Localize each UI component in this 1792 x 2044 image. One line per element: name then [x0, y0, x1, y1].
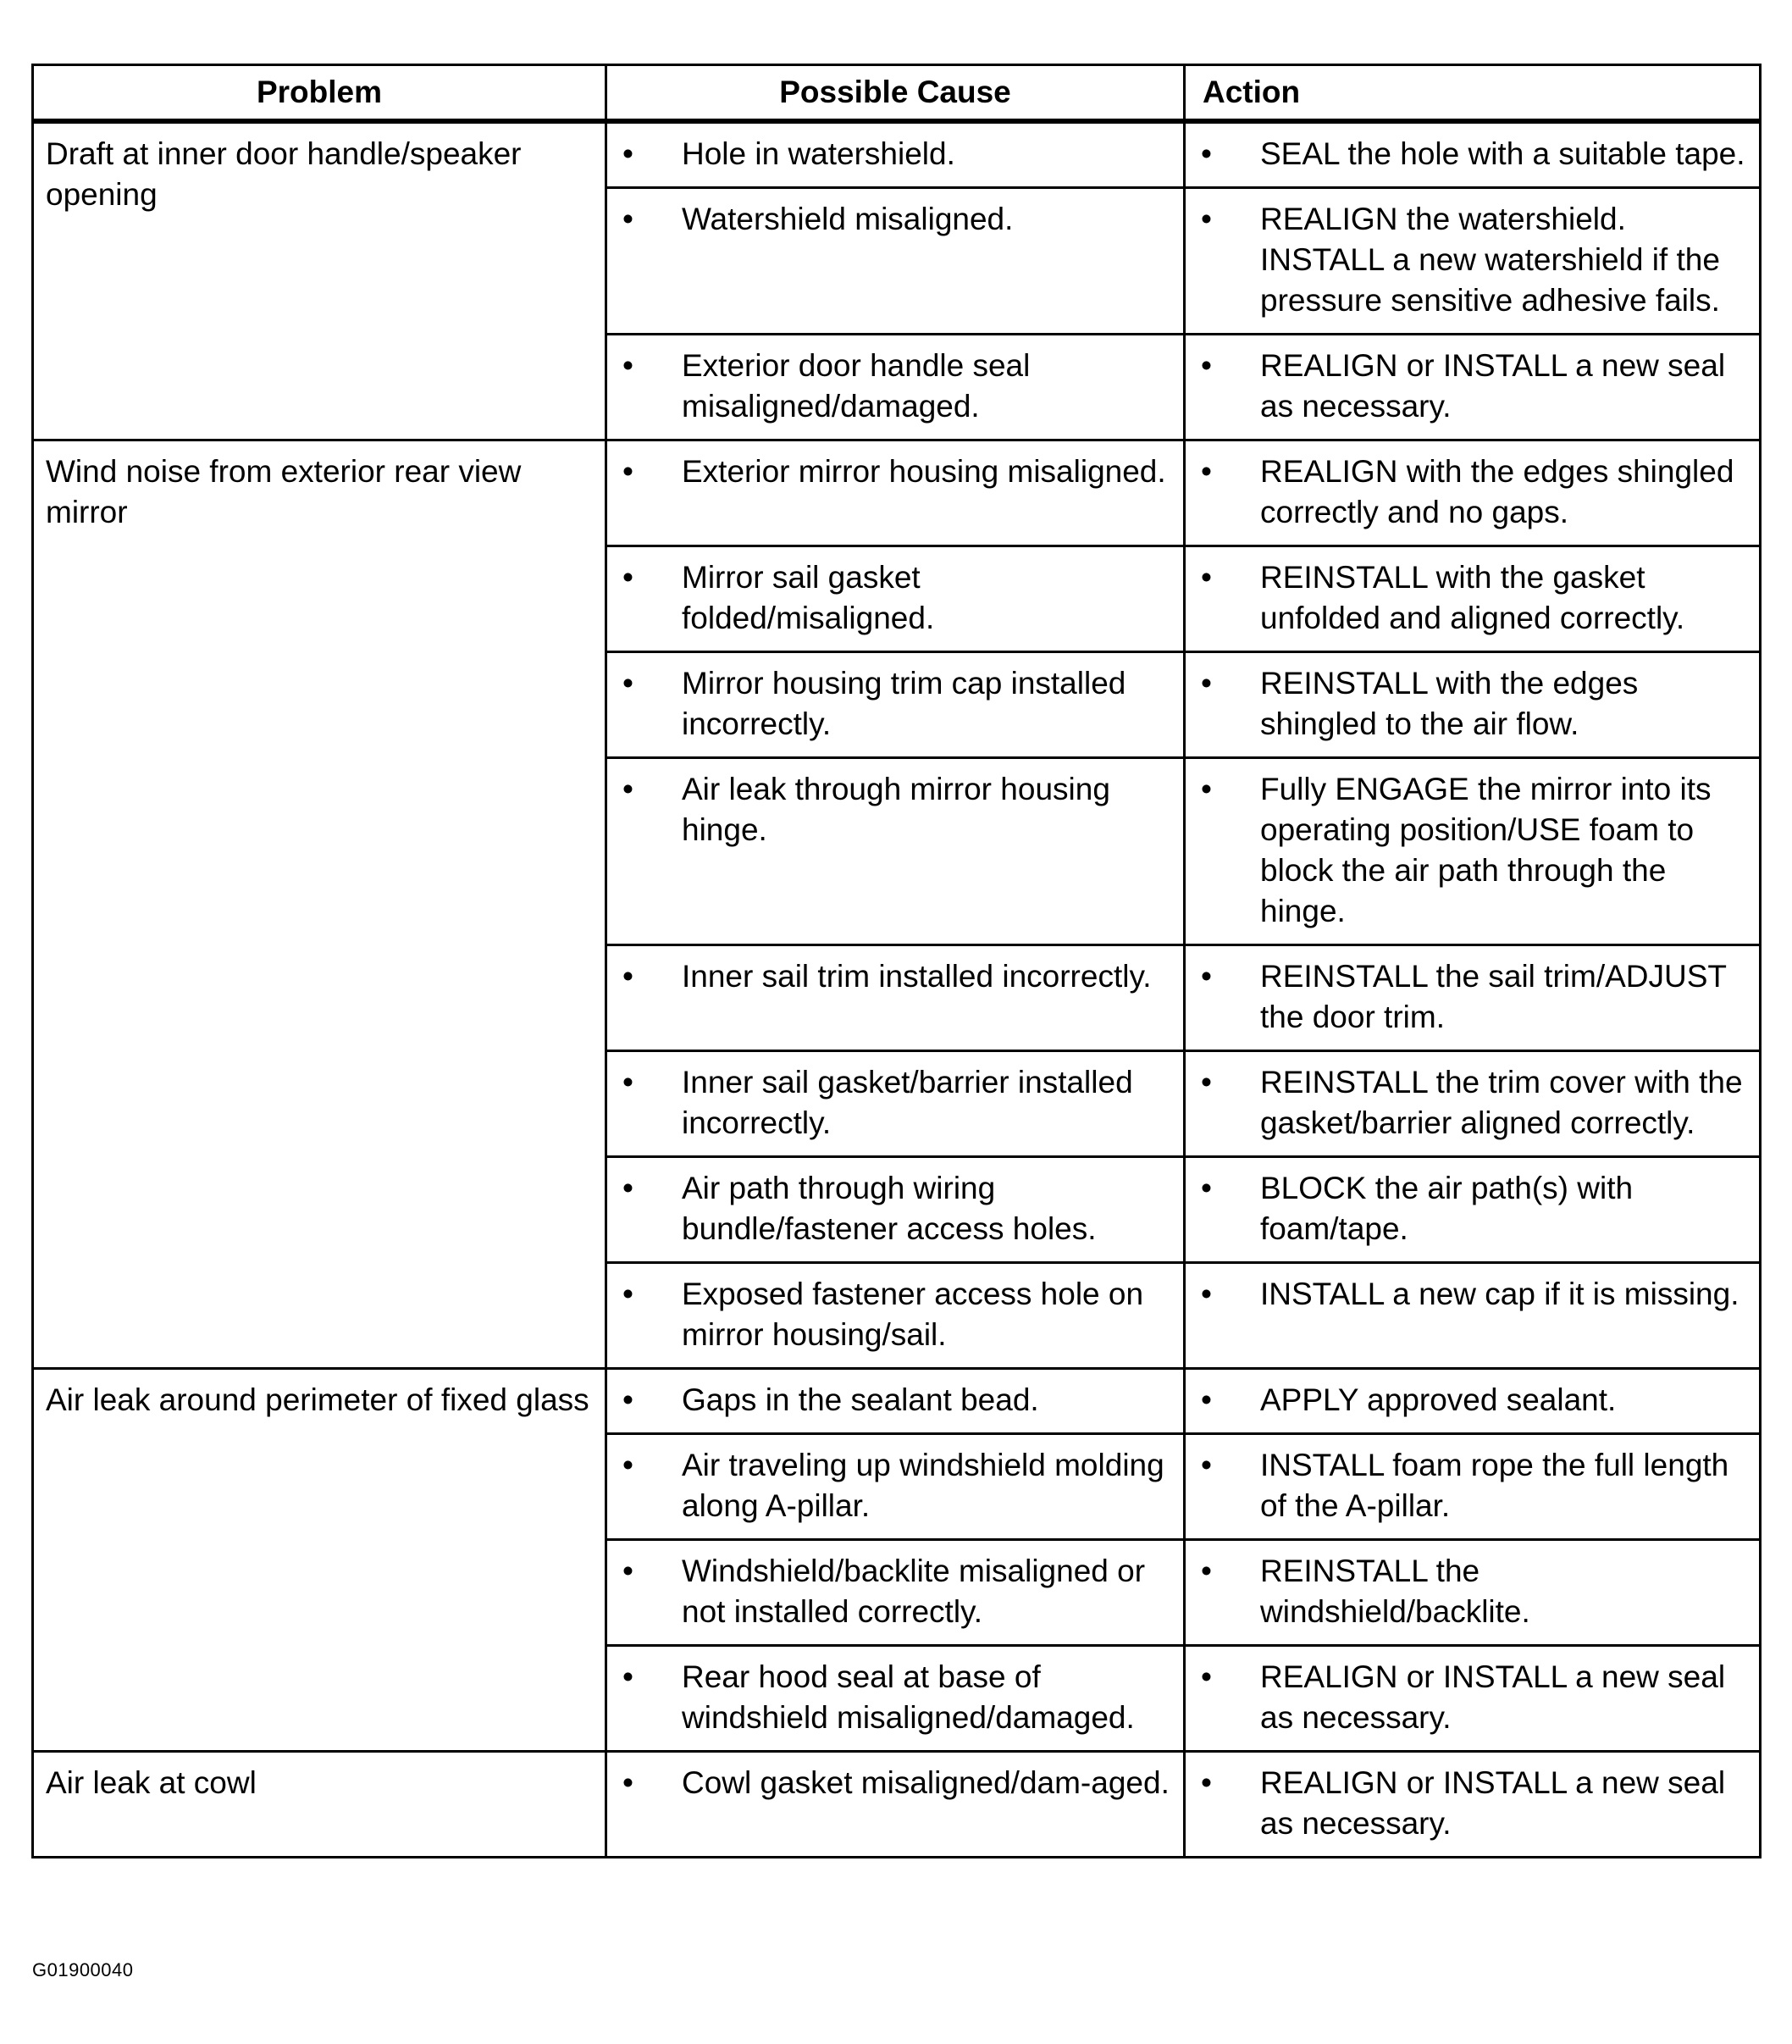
- possible-cause-cell: [606, 546, 1185, 652]
- action-item: [1186, 189, 1759, 333]
- action-text: REINSTALL with the edges shingled to the air flow.: [1260, 666, 1639, 741]
- cause-item: [607, 335, 1183, 439]
- cause-text: Exposed fastener access hole on mirror housing/sail.: [682, 1277, 1144, 1352]
- action-text: REALIGN or INSTALL a new seal as necessary.: [1260, 1659, 1726, 1735]
- cause-text: Air path through wiring bundle/fastener access holes.: [682, 1171, 1097, 1246]
- bullet-icon: •: [622, 1554, 633, 1588]
- cause-item: [607, 189, 1183, 252]
- action-item: [1186, 335, 1759, 439]
- possible-cause-cell: [606, 758, 1185, 945]
- table-row: [33, 440, 1761, 546]
- action-item: [1186, 1370, 1759, 1432]
- bullet-icon: •: [1201, 348, 1212, 383]
- action-cell: [1185, 652, 1761, 758]
- bullet-icon: •: [622, 1659, 633, 1694]
- bullet-icon: •: [622, 136, 633, 171]
- problem-cell: Wind noise from exterior rear view mirror: [33, 440, 606, 1369]
- action-text: INSTALL foam rope the full length of the A-pillar.: [1260, 1448, 1729, 1523]
- bullet-icon: •: [1201, 1065, 1212, 1100]
- action-item: [1186, 653, 1759, 756]
- cause-text: Air leak through mirror housing hinge.: [682, 772, 1110, 847]
- action-item: [1186, 1052, 1759, 1155]
- diagnosis-table: [31, 64, 1762, 1858]
- figure-id: G01900040: [32, 1959, 134, 1980]
- action-item: [1186, 441, 1759, 545]
- possible-cause-cell: [606, 1540, 1185, 1646]
- bullet-icon: •: [1201, 1171, 1212, 1205]
- bullet-icon: •: [1201, 1554, 1212, 1588]
- cause-item: [607, 1052, 1183, 1155]
- action-cell: [1185, 1434, 1761, 1540]
- possible-cause-cell: [606, 1051, 1185, 1157]
- possible-cause-cell: [606, 945, 1185, 1051]
- cause-item: [607, 441, 1183, 504]
- header-action: Action: [1185, 65, 1761, 122]
- table-row: [33, 121, 1761, 188]
- bullet-icon: •: [1201, 772, 1212, 806]
- cause-text: Inner sail trim installed incorrectly.: [682, 959, 1152, 994]
- cause-text: Mirror sail gasket folded/misaligned.: [682, 560, 935, 635]
- problem-cell: Draft at inner door handle/speaker opening: [33, 121, 606, 440]
- action-text: REALIGN the watershield. INSTALL a new watershield if the pressure sensitive adhesive fails.: [1260, 202, 1720, 318]
- bullet-icon: •: [622, 959, 633, 994]
- cause-item: [607, 1753, 1183, 1815]
- bullet-icon: •: [622, 560, 633, 595]
- bullet-icon: •: [622, 1382, 633, 1417]
- cause-item: [607, 1435, 1183, 1538]
- bullet-icon: •: [622, 348, 633, 383]
- bullet-icon: •: [1201, 666, 1212, 701]
- cause-text: Exterior mirror housing misaligned.: [682, 454, 1166, 489]
- bullet-icon: •: [622, 202, 633, 236]
- action-text: REALIGN or INSTALL a new seal as necessary.: [1260, 1765, 1726, 1841]
- action-text: REINSTALL the trim cover with the gasket/barrier aligned correctly.: [1260, 1065, 1743, 1140]
- action-item: [1186, 946, 1759, 1050]
- action-text: SEAL the hole with a suitable tape.: [1260, 136, 1745, 171]
- cause-text: Rear hood seal at base of windshield misaligned/damaged.: [682, 1659, 1135, 1735]
- bullet-icon: •: [1201, 560, 1212, 595]
- bullet-icon: •: [622, 772, 633, 806]
- table-row: [33, 1369, 1761, 1434]
- action-item: [1186, 547, 1759, 651]
- action-text: REINSTALL the sail trim/ADJUST the door trim.: [1260, 959, 1727, 1034]
- header-row: [33, 65, 1761, 122]
- action-cell: [1185, 121, 1761, 188]
- possible-cause-cell: [606, 1263, 1185, 1369]
- possible-cause-cell: [606, 1646, 1185, 1752]
- cause-item: [607, 1264, 1183, 1367]
- action-text: APPLY approved sealant.: [1260, 1382, 1617, 1417]
- action-cell: [1185, 335, 1761, 440]
- action-item: [1186, 1158, 1759, 1261]
- cause-item: [607, 759, 1183, 862]
- cause-text: Cowl gasket misaligned/dam-aged.: [682, 1765, 1170, 1800]
- action-cell: [1185, 1369, 1761, 1434]
- cause-item: [607, 1158, 1183, 1261]
- cause-item: [607, 653, 1183, 756]
- cause-text: Windshield/backlite misaligned or not installed correctly.: [682, 1554, 1146, 1629]
- action-cell: [1185, 546, 1761, 652]
- action-text: REINSTALL with the gasket unfolded and aligned correctly.: [1260, 560, 1685, 635]
- possible-cause-cell: [606, 335, 1185, 440]
- action-cell: [1185, 1157, 1761, 1263]
- action-text: BLOCK the air path(s) with foam/tape.: [1260, 1171, 1634, 1246]
- bullet-icon: •: [622, 666, 633, 701]
- bullet-icon: •: [1201, 1277, 1212, 1311]
- problem-cell: Air leak around perimeter of fixed glass: [33, 1369, 606, 1752]
- bullet-icon: •: [622, 1765, 633, 1800]
- possible-cause-cell: [606, 1752, 1185, 1858]
- action-cell: [1185, 1051, 1761, 1157]
- problem-cell: Air leak at cowl: [33, 1752, 606, 1858]
- bullet-icon: •: [622, 1065, 633, 1100]
- bullet-icon: •: [1201, 136, 1212, 171]
- action-item: [1186, 759, 1759, 944]
- possible-cause-cell: [606, 1369, 1185, 1434]
- action-cell: [1185, 1540, 1761, 1646]
- possible-cause-cell: [606, 121, 1185, 188]
- action-text: REALIGN or INSTALL a new seal as necessary.: [1260, 348, 1726, 424]
- cause-item: [607, 547, 1183, 651]
- cause-item: [607, 1370, 1183, 1432]
- cause-text: Inner sail gasket/barrier installed incorrectly.: [682, 1065, 1133, 1140]
- bullet-icon: •: [1201, 959, 1212, 994]
- action-cell: [1185, 1646, 1761, 1752]
- possible-cause-cell: [606, 1157, 1185, 1263]
- action-item: [1186, 1435, 1759, 1538]
- bullet-icon: •: [622, 1448, 633, 1482]
- action-cell: [1185, 758, 1761, 945]
- bullet-icon: •: [1201, 1659, 1212, 1694]
- action-cell: [1185, 440, 1761, 546]
- action-text: Fully ENGAGE the mirror into its operating position/USE foam to block the air path through the hinge.: [1260, 772, 1712, 928]
- possible-cause-cell: [606, 652, 1185, 758]
- action-item: [1186, 1264, 1759, 1327]
- cause-text: Hole in watershield.: [682, 136, 955, 171]
- action-text: INSTALL a new cap if it is missing.: [1260, 1277, 1739, 1311]
- action-text: REALIGN with the edges shingled correctly and no gaps.: [1260, 454, 1734, 529]
- action-text: REINSTALL the windshield/backlite.: [1260, 1554, 1530, 1629]
- bullet-icon: •: [622, 1277, 633, 1311]
- header-possible-cause: Possible Cause: [606, 65, 1185, 122]
- bullet-icon: •: [622, 454, 633, 489]
- cause-text: Mirror housing trim cap installed incorrectly.: [682, 666, 1126, 741]
- action-cell: [1185, 1263, 1761, 1369]
- bullet-icon: •: [622, 1171, 633, 1205]
- bullet-icon: •: [1201, 1765, 1212, 1800]
- table-row: [33, 1752, 1761, 1858]
- action-item: [1186, 1753, 1759, 1856]
- header-problem: Problem: [33, 65, 606, 122]
- cause-text: Air traveling up windshield molding along A-pillar.: [682, 1448, 1164, 1523]
- cause-item: [607, 1541, 1183, 1644]
- table-body: [33, 121, 1761, 1858]
- cause-item: [607, 946, 1183, 1009]
- possible-cause-cell: [606, 1434, 1185, 1540]
- cause-text: Gaps in the sealant bead.: [682, 1382, 1039, 1417]
- cause-item: [607, 124, 1183, 186]
- bullet-icon: •: [1201, 1382, 1212, 1417]
- bullet-icon: •: [1201, 1448, 1212, 1482]
- cause-text: Watershield misaligned.: [682, 202, 1014, 236]
- action-cell: [1185, 945, 1761, 1051]
- action-cell: [1185, 188, 1761, 335]
- cause-text: Exterior door handle seal misaligned/damaged.: [682, 348, 1031, 424]
- cause-item: [607, 1647, 1183, 1750]
- action-cell: [1185, 1752, 1761, 1858]
- action-item: [1186, 1647, 1759, 1750]
- possible-cause-cell: [606, 440, 1185, 546]
- action-item: [1186, 1541, 1759, 1644]
- action-item: [1186, 124, 1759, 186]
- possible-cause-cell: [606, 188, 1185, 335]
- bullet-icon: •: [1201, 454, 1212, 489]
- bullet-icon: •: [1201, 202, 1212, 236]
